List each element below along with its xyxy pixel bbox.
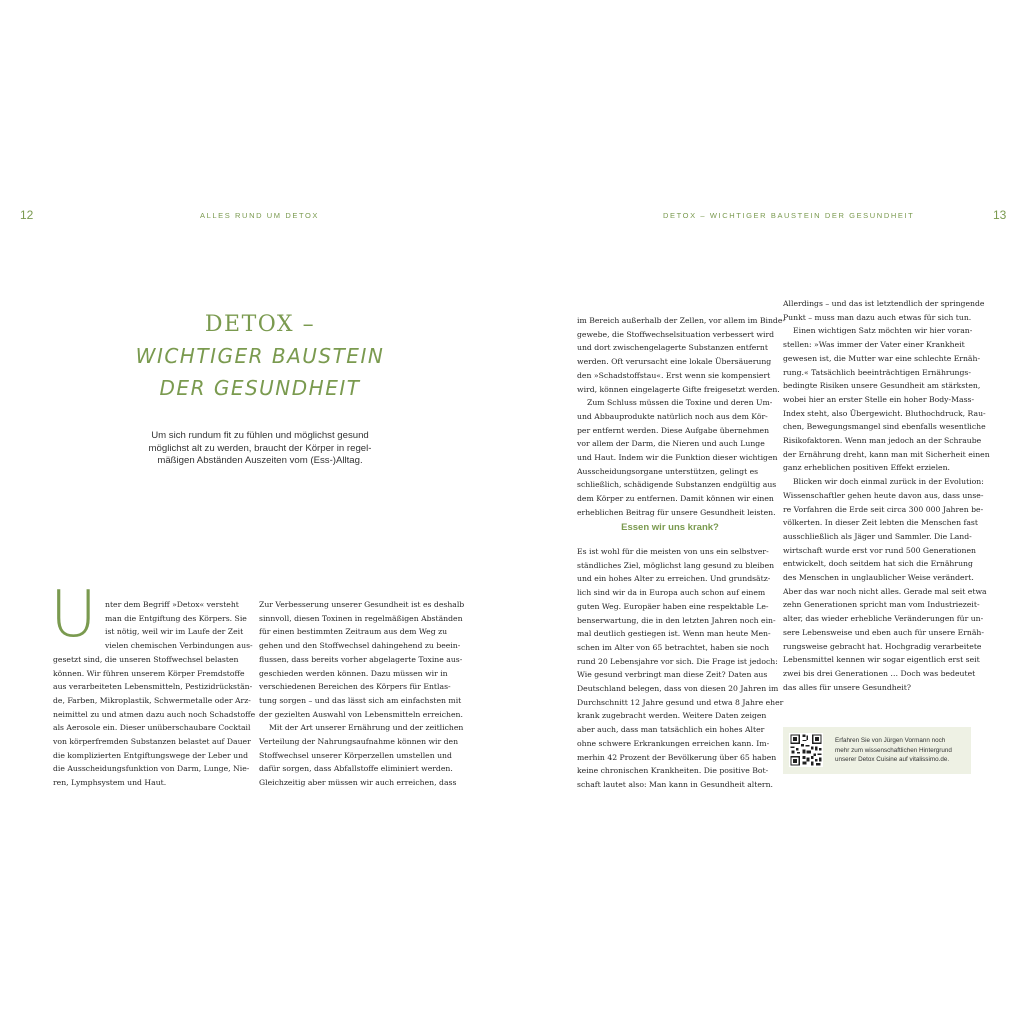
text-line: erheblichen Beitrag für unsere Gesundheit leisten. (577, 507, 776, 517)
intro-line: Um sich rundum fit zu fühlen und möglichst gesund (151, 430, 369, 441)
intro-line: möglichst alt zu werden, braucht der Körper in regel- (148, 442, 372, 454)
text-line: Aber das war noch nicht alles. Gerade mal seit etwa (783, 586, 987, 596)
paragraph (577, 314, 786, 396)
text-line: aus verarbeiteten Lebensmitteln, Pestizidrückstän- (53, 682, 253, 692)
text-line: mal deutlich gestiegen ist. Wenn man heute Men- (577, 629, 771, 639)
text-line: Ausscheidungsorgane unterstützen, gelingt es (577, 466, 759, 476)
text-line: Durchschnitt 12 Jahre gesund und etwa 8 Jahre eher (577, 697, 784, 707)
text-line: Verteilung der Nahrungsaufnahme können wir den (259, 737, 459, 747)
text-line: vor allem der Darm, die Nieren und auch Lunge (577, 439, 765, 449)
text-line: und dort zwischengelagerte Substanzen entfernt (577, 343, 768, 353)
text-line: gehen und den Stoffwechsel dahingehend zu beein- (259, 641, 461, 651)
text-line: von körperfremden Substanzen belastet auf Dauer (53, 737, 251, 747)
text-line: gewesen ist, die Mutter war eine schlechte Ernäh- (783, 353, 981, 363)
text-line: der Ernährung dreht, kann man mit Sicherheit einen (783, 449, 990, 459)
text-line: ganz erheblichen positiven Effekt erzielen. (783, 463, 951, 473)
chapter-title (90, 310, 430, 404)
paragraph (577, 396, 778, 519)
text-line: werden. Oft verursacht eine lokale Übersäuerung (577, 357, 772, 367)
text-line: zwei bis drei Generationen … Doch was bedeutet (783, 668, 976, 678)
running-head-left: ALLES RUND UM DETOX (200, 211, 320, 220)
text-line: keine chronischen Krankheiten. Die positive Bot- (577, 766, 769, 776)
text-line: guten Weg. Europäer haben eine respektable Le- (577, 601, 769, 611)
text-line: gesetzt sind, die unseren Stoffwechsel belasten (53, 654, 239, 664)
text-line: Mit der Art unserer Ernährung und der zeitlichen (269, 723, 464, 733)
text-line: nter dem Begriff »Detox« versteht (105, 600, 239, 609)
text-line: ohne schwere Erkrankungen erreichen kann. Im- (577, 738, 770, 748)
paragraph (259, 721, 464, 790)
text-line: tung sorgen – und das lässt sich am einfachsten mit (259, 695, 462, 705)
info-line: unserer Detox Cuisine auf vitalissimo.de. (835, 756, 950, 764)
info-line: mehr zum wissenschaftlichen Hintergrund (835, 746, 952, 754)
text-line: rund 20 Lebensjahre vor sich. Die Frage ist jedoch: (577, 656, 778, 666)
text-line: Zur Verbesserung unserer Gesundheit ist es deshalb (259, 600, 465, 609)
right-column-1 (577, 314, 786, 520)
text-line: verschiedenen Bereichen des Körpers für Entlas- (259, 682, 451, 692)
text-line: Punkt – muss man dazu auch etwas für sich tun. (783, 312, 972, 322)
text-line: ständliches Ziel, möglichst lang gesund zu bleiben (577, 560, 775, 570)
qr-code-icon[interactable] (789, 733, 823, 767)
text-line: völkerten. In dieser Zeit lebten die Menschen fast (783, 518, 978, 528)
text-line: dafür sorgen, dass Abfallstoffe eliminiert werden. (259, 764, 453, 774)
text-line: krank zugebracht werden. Weitere Daten zeigen (577, 711, 767, 721)
text-line: flussen, dass bereits vorher abgelagerte Toxine aus- (259, 654, 463, 664)
text-line: lich sind wir da in Europa auch schon auf einem (577, 588, 766, 598)
text-line: schaft lautet also: Man kann in Gesundheit altern. (577, 779, 773, 789)
intro-line: mäßigen Abständen Auszeiten vom (Ess-)Alltag. (157, 455, 363, 466)
title-line-3: DER GESUNDHEIT (159, 376, 361, 400)
text-line: schließlich, schädigende Substanzen endgültig aus (577, 480, 777, 490)
text-line: re Vorfahren die Erde seit circa 300 000 Jahren be- (783, 504, 984, 514)
text-line: ausschließlich als Jäger und Sammler. Die Land- (783, 531, 972, 541)
text-line: sere Lebensweise und eben auch für unsere Ernäh- (783, 627, 984, 637)
text-line: wobei hier an erster Stelle ein hoher Body-Mass- (783, 394, 975, 404)
left-column-2 (259, 598, 465, 790)
text-line: Gleichzeitig aber müssen wir auch erreichen, dass (259, 778, 457, 788)
text-line: das alles für unsere Gesundheit? (783, 682, 911, 692)
left-column-1 (53, 598, 256, 790)
text-line: zehn Generationen spricht man vom Industriezeit- (783, 600, 980, 610)
text-line: und Haut. Indem wir die Funktion dieser wichtigen (577, 453, 778, 463)
text-line: benserwartung, die in den letzten Jahren noch ein- (577, 615, 776, 625)
right-column-2 (783, 297, 990, 694)
text-line: bedingte Risiken unsere Gesundheit am stärksten, (783, 381, 981, 391)
text-line: ren, Lymphsystem und Haut. (53, 778, 167, 788)
text-line: der gezielten Auswahl von Lebensmitteln erreichen. (259, 709, 463, 719)
text-line: geschieden werden können. Dazu müssen wir in (259, 668, 448, 678)
title-line-1: DETOX – (204, 312, 316, 337)
text-line: Wissenschaftler gehen heute davon aus, dass unse- (783, 490, 984, 500)
text-line: Lebensmittel kennen wir sogar eigentlich erst seit (783, 655, 980, 665)
text-line: sinnvoll, diesen Toxinen in regelmäßigen Abständen (259, 613, 463, 623)
text-line: Einen wichtigen Satz möchten wir hier voran- (793, 326, 973, 336)
text-line: den »Schadstoffstau«. Erst wenn sie kompensiert (577, 370, 771, 380)
text-line: Es ist wohl für die meisten von uns ein selbstver- (577, 547, 769, 556)
text-line: alter, das wieder erhebliche Veränderungen für un- (783, 614, 984, 624)
text-line: chen, Bewegungsmangel sind ebenfalls wesentliche (783, 422, 986, 432)
text-line: Zum Schluss müssen die Toxine und deren Um- (587, 398, 773, 408)
text-line: können. Wir führen unserem Körper Fremdstoffe (53, 668, 245, 678)
text-line: stellen: »Was immer der Vater einer Krankheit (783, 340, 965, 350)
text-line: Blicken wir doch einmal zurück in der Evolution: (793, 477, 984, 487)
right-column-1-lower (577, 545, 784, 792)
paragraph (577, 545, 784, 792)
text-line: per entfernt werden. Diese Aufgabe übernehmen (577, 425, 770, 435)
info-line: Erfahren Sie von Jürgen Vormann noch (835, 737, 946, 744)
text-line: gewebe, die Stoffwechselsituation verbessert wird (577, 329, 775, 339)
running-head-right: DETOX – WICHTIGER BAUSTEIN DER GESUNDHEIT (663, 211, 915, 220)
text-line: Deutschland belegen, dass von diesen 20 Jahren im (577, 684, 779, 694)
text-line: Allerdings – und das ist letztendlich der springende (783, 299, 985, 308)
page-number-left: 12 (20, 208, 34, 222)
text-line: entwickelt, doch seitdem hat sich die Ernährung (783, 559, 973, 569)
paragraph (783, 297, 985, 324)
text-line: wird, können eingelagerte Gifte freigesetzt werden. (577, 384, 780, 394)
text-line: die komplizierten Entgiftungswege der Leber und (53, 750, 248, 760)
text-line: im Bereich außerhalb der Zellen, vor allem im Binde- (577, 316, 786, 325)
paragraph (53, 598, 256, 790)
text-line: ist nötig, weil wir im Laufe der Zeit (105, 627, 244, 637)
text-line: rungsweise gebracht hat. Hochgradig verarbeitete (783, 641, 982, 651)
text-line: de, Farben, Mikroplastik, Schwermetalle oder Arz- (53, 695, 251, 705)
text-line: Risikofaktoren. Wenn man jedoch an der Schraube (783, 436, 982, 446)
text-line: für einen bestimmten Zeitraum aus dem Weg zu (259, 627, 448, 637)
text-line: rung.« Tatsächlich beeinträchtigen Ernährungs- (783, 367, 971, 377)
info-box-text (835, 736, 952, 765)
text-line: und ein hohes Alter zu erreichen. Und grundsätz- (577, 574, 771, 584)
text-line: Index steht, also Übergewicht. Bluthochdruck, Rau- (783, 408, 986, 418)
text-line: wirtschaft wurde erst vor rund 500 Generationen (783, 545, 977, 555)
text-line: vielen chemischen Verbindungen aus- (105, 641, 253, 651)
paragraph (783, 324, 990, 475)
paragraph (783, 475, 987, 694)
text-line: merhin 42 Prozent der Bevölkerung über 65 haben (577, 752, 777, 762)
info-box (783, 727, 971, 774)
drop-cap: U (50, 578, 97, 652)
text-line: neimittel zu und atmen dazu auch noch Schadstoffe (53, 709, 256, 719)
text-line: man die Entgiftung des Körpers. Sie (105, 613, 247, 623)
paragraph (259, 598, 465, 721)
text-line: die Ausscheidungsfunktion von Darm, Lunge, Nie- (53, 764, 250, 774)
text-line: des Menschen in unglaublicher Weise verändert. (783, 573, 974, 583)
page-number-right: 13 (993, 208, 1007, 222)
intro-text (130, 430, 390, 468)
text-line: schen im Alter von 65 betrachtet, haben sie noch (577, 642, 770, 652)
text-line: dem Körper zu entfernen. Damit können wir einen (577, 494, 774, 504)
text-line: Stoffwechsel unserer Körperzellen umstellen und (259, 750, 452, 760)
text-line: Wie gesund verbringt man diese Zeit? Daten aus (577, 670, 768, 680)
title-line-2: WICHTIGER BAUSTEIN (135, 344, 385, 368)
section-subheading: Essen wir uns krank? (621, 522, 719, 533)
text-line: und Abbauprodukte natürlich noch aus dem Kör- (577, 411, 768, 421)
text-line: aber auch, dass man tatsächlich ein hohes Alter (577, 725, 765, 735)
text-line: als Aerosole ein. Dieser unüberschaubare Cocktail (53, 723, 251, 733)
